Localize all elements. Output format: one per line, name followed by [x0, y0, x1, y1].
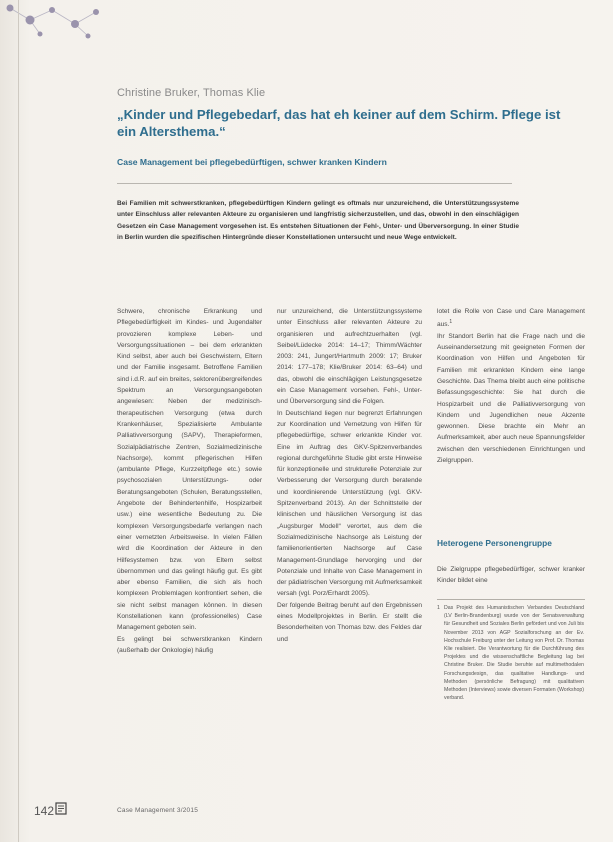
body-column-3-continued: Die Zielgruppe pflegebedürftiger, schwer kranker Kinder bildet eine [437, 566, 585, 585]
body-column-3-paragraph-2: Ihr Standort Berlin hat die Frage nach und die Auseinandersetzung mit geeigneten Formen der Koordination von Hilfen und Angeboten für Familien mit erkrankten Kindern eine lange Geschichte. Das Thema bleibt auch eine politische Befassungsgeschichte: Sie hat durch die Hospizarbeit und die Palliativversorgung von Kindern und Jugendlichen neue Akzente gewonnen. Diese brachte ein Mehr an Aufmerksamkeit, aber auch neue Spannungsfelder zwischen den verschiedenen Einrichtungen und Zielgruppen. [437, 332, 585, 465]
body-column-3-text: lotet die Rolle von Case und Care Management aus. [437, 308, 585, 329]
book-icon [55, 802, 67, 815]
title-divider [117, 183, 512, 184]
journal-name: Case Management 3/2015 [117, 807, 199, 814]
article-authors: Christine Bruker, Thomas Klie [117, 87, 266, 99]
page-number: 142 [34, 804, 55, 818]
article-abstract: Bei Familien mit schwerstkranken, pflegebedürftigen Kindern gelingt es oftmals nur unzureichend, die Unterstützungssysteme unter Einschluss aller relevanten Akteure zu organisieren und langfristig sicherzustellen, und das, obwohl in den einschlägigen Gesetzen ein Case Management vorgesehen ist. Es entstehen Situationen der Fehl-, Unter- und Überversorgung. In einer Studie in Berlin wurden die spezifischen Hintergründe dieser Konstellationen untersucht und neue Wege entwickelt. [117, 200, 519, 242]
section-heading: Heterogene Personengruppe [437, 538, 552, 548]
molecule-decoration-icon [0, 0, 110, 40]
body-column-3 [437, 306, 585, 466]
footnote-number: 1 [437, 605, 440, 611]
body-column-2 [277, 306, 422, 645]
article-title: „Kinder und Pflegebedarf, das hat eh keiner auf dem Schirm. Pflege ist ein Altersthema.“ [117, 107, 561, 139]
footnote-reference: 1 [449, 319, 453, 326]
body-column-1 [117, 306, 262, 656]
body-column-1-text: Schwere, chronische Erkrankung und Pflegebedürftigkeit im Kindes- und Jugendalter provozieren komplexe Leben- und Versorgungssituationen – bei dem erkrankten Kind selbst, aber auch bei Geschwistern, Eltern und der Familie insgesamt. Betroffene Familien sind i.d.R. auf ein breites, sektorenübergreifendes Spektrum an Versorgungsangeboten angewiesen: Neben der medizinisch-therapeutischen Versorgung (etwa durch Krankenhäuser, Spezialisierte Ambulante Palliativversorgung (SAPV), Therapieformen, Sozialpädiatrische Zentren, Sozialmedizinische Nachsorge), kommt pflegerischen Hilfen (ambulante Pflege, Kurzzeitpflege etc.) sowie psychosozialen Unterstützungs- oder Beratungsangeboten (Schulen, Beratungsstellen, Angebote der Behindertenhilfe, Hospizarbeit usw.) eine wesentliche Bedeutung zu. Die komplexen Versorgungsbedarfe verlangen nach einer vernetzten Arbeitsweise. In vielen Fällen wird die Koordination der Akteure in den Hilfesystemen bzw. von Eltern selbst übernommen und das gelingt häufig gut. Es gibt aber ebenso Familien, die sich als hoch komplexen Problemlagen konfrontiert sehen, die sie nicht selbst managen können. In diesen Konstellationen kann (professionelles) Case Management geboten sein. Es gelingt bei schwerstkranken Kindern (außerhalb der Onkologie) häufig [117, 308, 262, 654]
footnote-divider [437, 599, 585, 600]
footnote-text: Das Projekt des Humanistischen Verbandes Deutschland (LV Berlin-Brandenburg) wurde von der Senatsverwaltung für Gesundheit und Soziales Berlin gefördert und von Juli bis November 2013 von AGP Sozialforschung an der Ev. Hochschule Freiburg unter der Leitung von Prof. Dr. Thomas Klie realisiert. Die Verantwortung für die Durchführung des Projektes und die wissenschaftliche Begleitung lag bei Christine Bruker. Die Studie beruhte auf multimethodalen Forschungsdesign, das qualitative Handlungs- und Methoden (persönliche Befragung) mit qualitativen Methoden (Interviews) sowie diversen Formaten (Workshop) verband. [444, 605, 584, 702]
page-edge-rule [18, 0, 19, 842]
body-column-3-paragraph-1 [437, 306, 585, 331]
footnote [437, 604, 584, 702]
article-subtitle: Case Management bei pflegebedürftigen, schwer kranken Kindern [117, 157, 387, 167]
body-column-2-text: nur unzureichend, die Unterstützungssysteme unter Einschluss aller relevanten Akteure zu organisieren und aufrechtzuerhalten (vgl. Seibel/Lüdecke 2014: 14–17; Thimm/Wächter 2003: 241, Jungert/Hartmuth 2009: 17; Bruker 2014: 177–178; Klie/Bruker 2014: 63–64) und das, obwohl die einschlägigen Leistungsgesetze ein Case Management vorsehen. Fehl-, Unter- und Überversorgung sind die Folgen. In Deutschland liegen nur begrenzt Erfahrungen zur Koordination und Vernetzung von Hilfen für pflegebedürftige, schwer erkrankte Kinder vor. Eine im Auftrag des GKV-Spitzenverbandes regional durchgeführte Studie gibt erste Hinweise für konzeptionelle und strukturelle Potenziale zur Verbesserung der Versorgung durch beratende und koordinierende Unterstützung (vgl. GKV-Spitzenverband 2013). An der Schnittstelle der klinischen und häuslichen Versorgung ist das „Augsburger Modell“ verortet, aus dem die Sozialmedizinische Nachsorge als Leistung der familienorientierten Nachsorge auf Case Management-Grundlage hervorging und der Potenziale und Inhalte von Case Management in der pädiatrischen Versorgung mit Aufmerksamkeit versah (vgl. Porz/Erhardt 2005). Der folgende Beitrag beruht auf den Ergebnissen eines Modellprojektes in Berlin. Er stellt die Besonderheiten von Thomas bzw. des Feldes dar und [277, 308, 422, 643]
